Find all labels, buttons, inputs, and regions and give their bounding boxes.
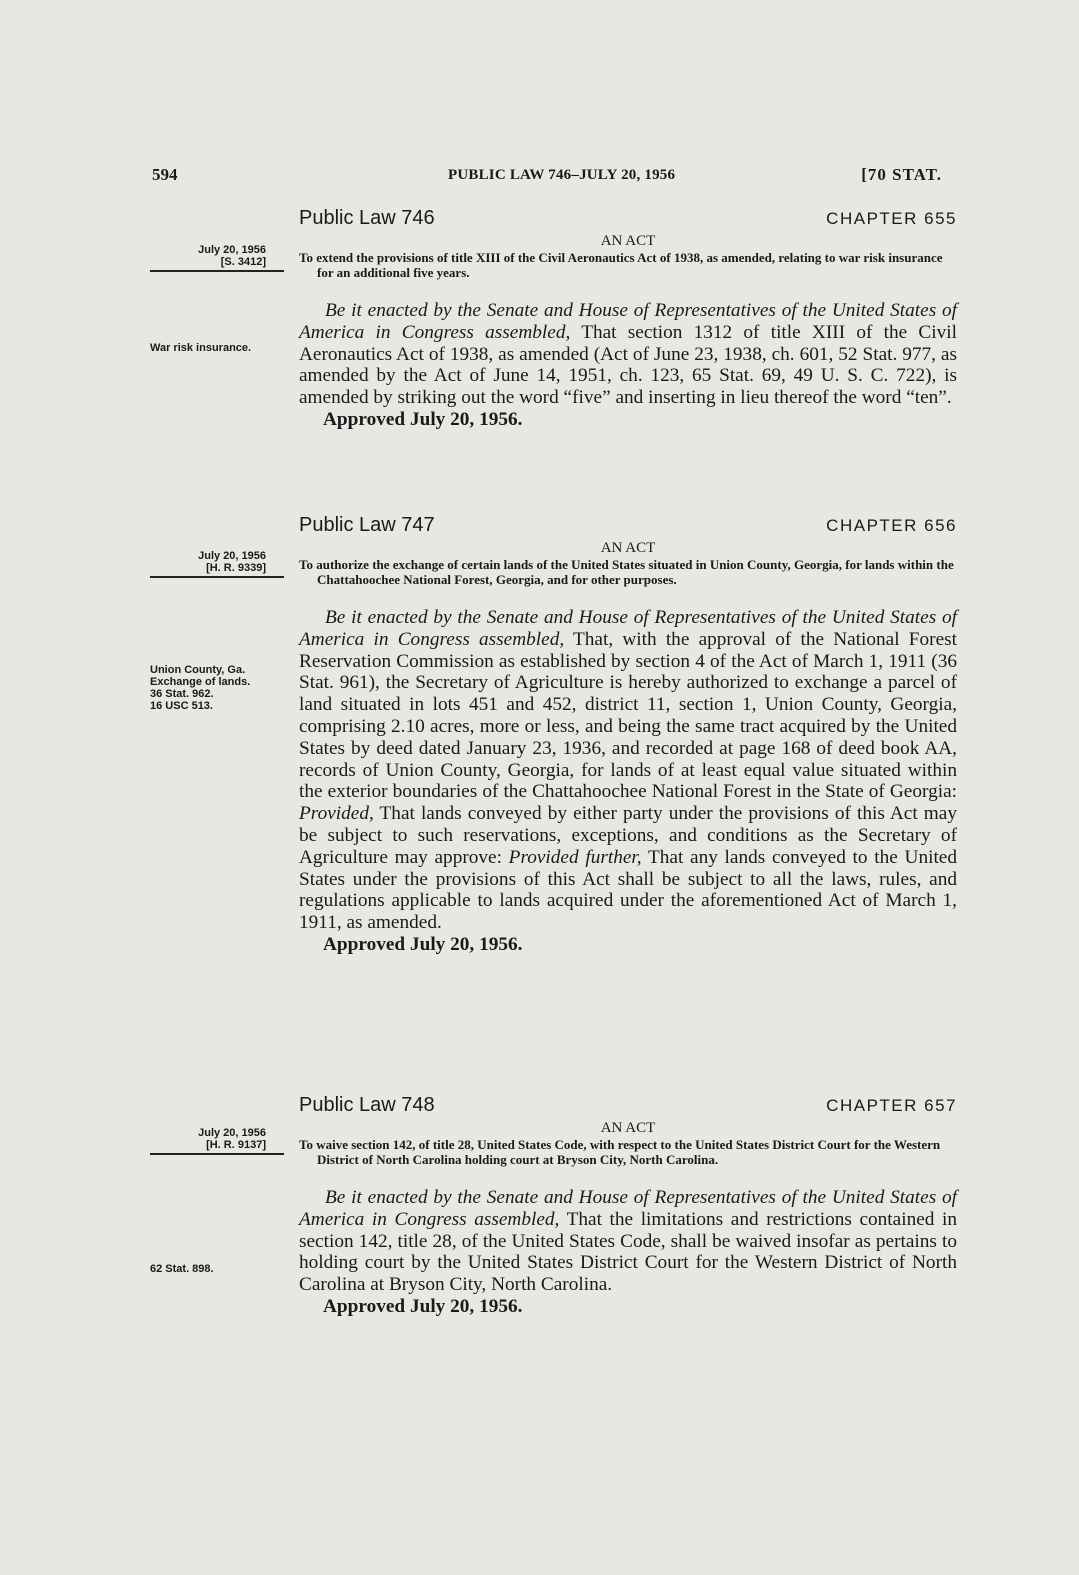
law-heading — [299, 207, 957, 233]
an-act-label: AN ACT — [600, 1120, 656, 1136]
law-heading — [299, 514, 957, 540]
act-body — [299, 1187, 957, 1296]
approval-date: Approved July 20, 1956. — [323, 933, 523, 955]
proviso-label: Provided further, — [508, 846, 642, 868]
an-act-label: AN ACT — [600, 540, 656, 556]
act-text: That section 1312 of title XIII of the Civil Aeronautics Act of 1938, as amended (Act of June 23, 1938, ch. 601, 52 Stat. 977, as amended by the Act of June 14, 1951, ch. 123, 65 Stat. 69, 49 U. S. C. 722), is amended by striking out the word “five” and inserting in lieu thereof the word “ten”. — [299, 321, 958, 409]
margin-rule — [150, 1153, 284, 1155]
margin-citation-748 — [150, 1127, 266, 1155]
enacting-clause: Be it enacted by the Senate and House of Representatives of the United States of America in Congress assembled, — [299, 300, 957, 343]
act-text: That any lands conveyed to the United States under the provisions of this Act shall be subject to all the laws, rules, and regulations applicable to lands acquired under the aforementioned Act of March 1, 1911, as amended. — [299, 846, 958, 934]
margin-note: Exchange of lands. — [150, 676, 251, 688]
act-purpose: To authorize the exchange of certain lands of the United States situated in Union County, Georgia, for lands within the Chattahoochee National Forest, Georgia, and for other purposes. — [299, 557, 954, 587]
margin-note: Union County, Ga. — [150, 664, 246, 676]
public-law-746 — [299, 207, 957, 431]
chapter-number: CHAPTER 655 — [826, 209, 957, 228]
public-law-747 — [299, 514, 957, 956]
an-act-label: AN ACT — [600, 233, 656, 249]
margin-citation-747 — [150, 550, 266, 578]
margin-note-746 — [150, 342, 270, 354]
margin-note: 62 Stat. 898. — [150, 1263, 214, 1275]
chapter-number: CHAPTER 657 — [826, 1096, 957, 1115]
act-text: That lands conveyed by either party under the provisions of this Act may be subject to such reservations, exceptions, and conditions as the Secretary of Agriculture may approve: — [299, 803, 957, 868]
approval-date: Approved July 20, 1956. — [323, 408, 523, 430]
enacting-clause: Be it enacted by the Senate and House of Representatives of the United States of America in Congress assembled, — [299, 607, 957, 650]
page-number: 594 — [152, 165, 178, 184]
proviso-label: Provided, — [299, 803, 374, 825]
margin-note: 16 USC 513. — [150, 700, 213, 712]
act-purpose: To extend the provisions of title XIII of the Civil Aeronautics Act of 1938, as amended, relating to war risk insurance for an additional five years. — [299, 250, 943, 280]
law-number: Public Law 746 — [299, 207, 435, 229]
margin-bill: [S. 3412] — [220, 256, 266, 268]
margin-rule — [150, 270, 284, 272]
statute-reference: [70 STAT. — [861, 165, 942, 184]
act-body — [299, 300, 957, 409]
act-text: That, with the approval of the National Forest Reservation Commission as established by section 4 of the Act of March 1, 1911 (36 Stat. 961), the Secretary of Agriculture is hereby authorized to exchange a parcel of land situated in lots 451 and 452, district 11, section 1, Union County, Georgia, comprising 2.10 acres, more or less, and being the same tract acquired by the United States by deed dated January 23, 1936, and recorded at page 168 of deed book AA, records of Union County, Georgia, for lands of at least equal value situated within the exterior boundaries of the Chattahoochee National Forest in the State of Georgia: — [299, 628, 957, 803]
approval-date: Approved July 20, 1956. — [323, 1295, 523, 1317]
law-number: Public Law 748 — [299, 1094, 435, 1116]
margin-bill: [H. R. 9137] — [206, 1139, 266, 1151]
margin-date: July 20, 1956 — [198, 1127, 266, 1139]
public-law-748 — [299, 1094, 957, 1318]
act-purpose: To waive section 142, of title 28, United States Code, with respect to the United States District Court for the Western District of North Carolina holding court at Bryson City, North Carolina. — [299, 1137, 941, 1167]
page-header — [152, 165, 942, 189]
running-head: PUBLIC LAW 746–JULY 20, 1956 — [448, 167, 676, 183]
margin-note: 36 Stat. 962. — [150, 688, 214, 700]
margin-citation-746 — [150, 244, 266, 272]
margin-note-748 — [150, 1263, 270, 1275]
margin-date: July 20, 1956 — [198, 550, 266, 562]
law-heading — [299, 1094, 957, 1120]
chapter-number: CHAPTER 656 — [826, 516, 957, 535]
act-body — [299, 607, 957, 934]
enacting-clause: Be it enacted by the Senate and House of Representatives of the United States of America in Congress assembled, — [299, 1187, 957, 1230]
act-text: That the limitations and restrictions contained in section 142, title 28, of the United States Code, shall be waived insofar as pertains to holding court by the United States District Court for the Western District of North Carolina at Bryson City, North Carolina. — [299, 1208, 957, 1296]
margin-note: War risk insurance. — [150, 342, 252, 354]
margin-notes-747 — [150, 664, 290, 712]
law-number: Public Law 747 — [299, 514, 435, 536]
margin-rule — [150, 576, 284, 578]
margin-date: July 20, 1956 — [198, 244, 266, 256]
margin-bill: [H. R. 9339] — [206, 562, 266, 574]
